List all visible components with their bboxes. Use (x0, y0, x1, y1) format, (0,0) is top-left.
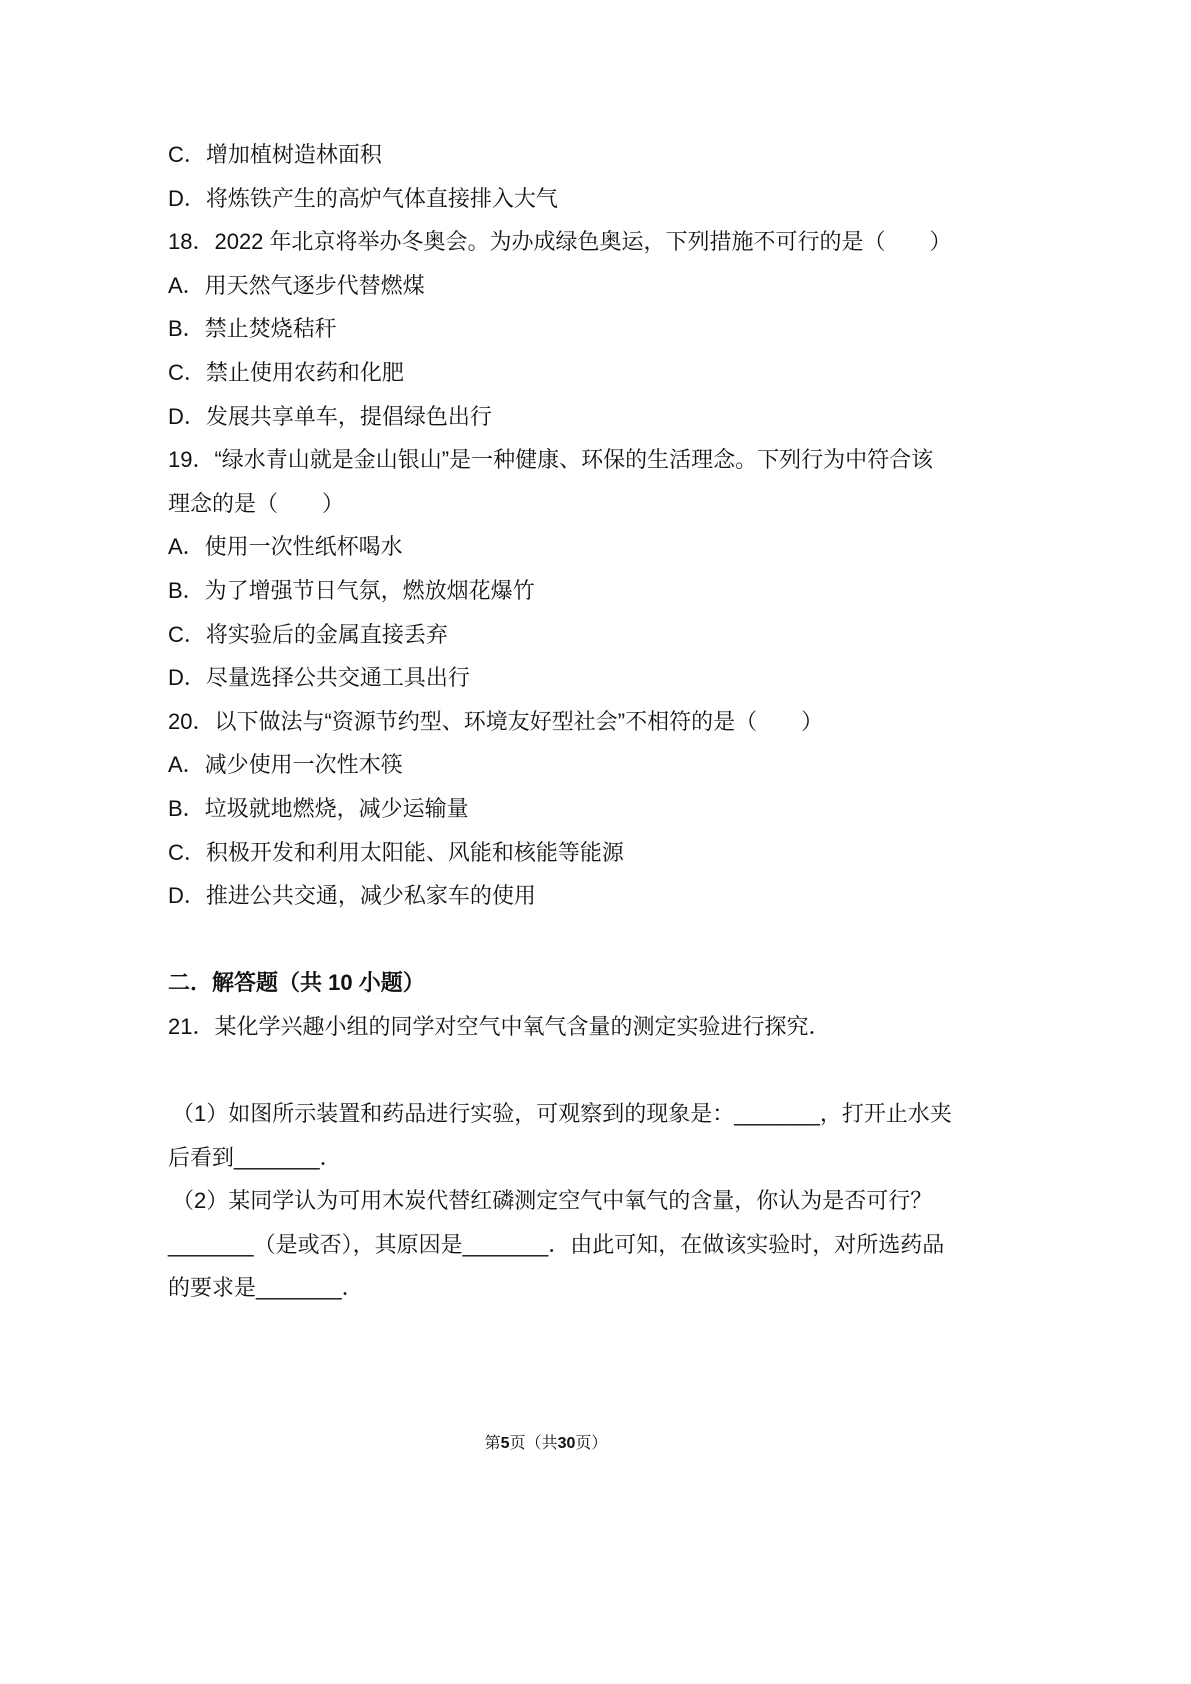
option-d: D．推进公共交通，减少私家车的使用 (168, 883, 536, 909)
figure-spacer (168, 1048, 968, 1092)
footer-prefix: 第 (484, 1435, 501, 1452)
total-pages: 30 (557, 1435, 576, 1452)
continued-question-options (168, 133, 968, 220)
question-20 (168, 700, 968, 918)
footer-suffix: 页） (575, 1435, 608, 1452)
question-18 (168, 220, 968, 438)
question-stem-line-2: 理念的是（ ） (168, 490, 345, 516)
option-b: B．垃圾就地燃烧，减少运输量 (168, 795, 469, 821)
question-stem: 21．某化学兴趣小组的同学对空气中氧气含量的测定实验进行探究． (168, 1013, 831, 1039)
section-spacer (168, 918, 968, 962)
question-stem: 20．以下做法与“资源节约型、环境友好型社会”不相符的是（ ） (168, 708, 824, 734)
footer-middle: 页（共 (509, 1435, 558, 1452)
option-a: A．使用一次性纸杯喝水 (168, 534, 403, 560)
sub-question-2-line-3: 的要求是_______． (168, 1275, 364, 1301)
option-c: C．禁止使用农药和化肥 (168, 359, 404, 385)
option-d: D．发展共享单车，提倡绿色出行 (168, 403, 492, 429)
question-21 (168, 1005, 968, 1310)
option-b: B．为了增强节日气氛，燃放烟花爆竹 (168, 577, 535, 603)
question-stem-line-1: 19．“绿水青山就是金山银山”是一种健康、环保的生活理念。下列行为中符合该 (168, 447, 934, 473)
sub-question-2-line-1: （2）某同学认为可用木炭代替红磷测定空气中氧气的含量，你认为是否可行？ (172, 1188, 933, 1214)
option-c: C．积极开发和利用太阳能、风能和核能等能源 (168, 839, 624, 865)
question-stem: 18．2022 年北京将举办冬奥会。为办成绿色奥运，下列措施不可行的是（ ） (168, 229, 952, 255)
option-c: C．将实验后的金属直接丢弃 (168, 621, 448, 647)
sub-question-1-line-2: 后看到_______． (168, 1144, 342, 1170)
sub-question-2-line-2: _______（是或否），其原因是_______．由此可知，在做该实验时，对所选药品 (168, 1231, 945, 1257)
section-title: 二．解答题（共 10 小题） (168, 970, 425, 996)
option-a: A．减少使用一次性木筷 (168, 752, 403, 778)
sub-question-1-line-1: （1）如图所示装置和药品进行实验，可观察到的现象是：_______，打开止水夹 (172, 1101, 952, 1127)
option-d: D．将炼铁产生的高炉气体直接排入大气 (168, 185, 558, 211)
page-number: 5 (500, 1435, 510, 1452)
question-19 (168, 438, 968, 700)
option-a: A．用天然气逐步代替燃煤 (168, 272, 425, 298)
option-c: C．增加植树造林面积 (168, 142, 382, 167)
page-footer (168, 1432, 924, 1456)
option-b: B．禁止焚烧秸秆 (168, 316, 337, 342)
option-d: D．尽量选择公共交通工具出行 (168, 665, 470, 691)
page-content (168, 133, 968, 1310)
